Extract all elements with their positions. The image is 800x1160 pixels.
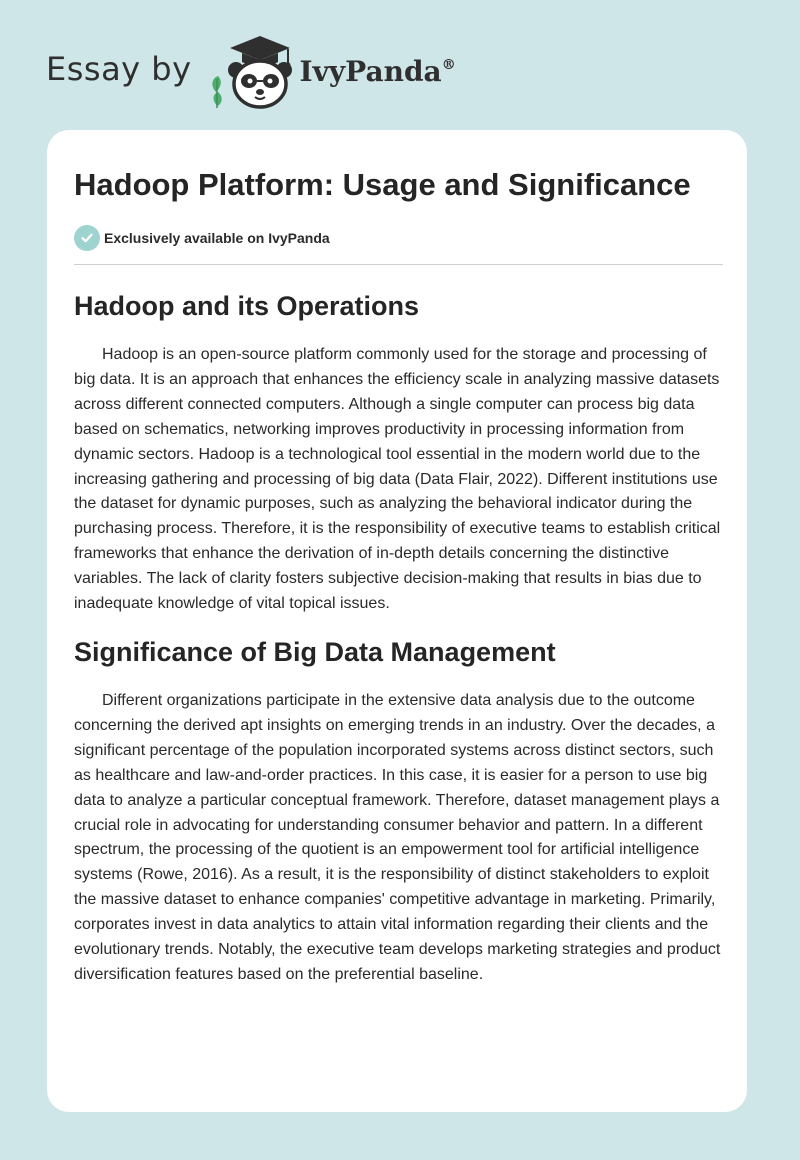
section-heading-hadoop-operations: Hadoop and its Operations [74,291,420,321]
section-heading-big-data-significance: Significance of Big Data Management [74,636,556,667]
section-paragraph-hadoop-operations: Hadoop is an open-source platform commonly used for the storage and processing of big data. It is an approach that enhances the efficiency scale in analyzing massive datasets across different connected computers. Although a single computer can process big data based on schematics, networking improves productivity in processing information from dynamic sectors. Hadoop is a technological tool essential in the modern world due to the increasing gathering and processing of big data (Data Flair, 2022). Different institutions use the dataset for dynamic purposes, such as analyzing the behavioral indicator during the purchasing process. Therefore, it is the responsibility of executive teams to establish critical frameworks that enhance the derivation of in-depth details concerning the distinctive variables. The lack of clarity fosters subjective decision-making that results in bias due to inadequate knowledge of vital topical issues. [74,346,721,613]
registered-mark: ® [441,56,456,73]
section-paragraph-big-data-significance: Different organizations participate in the extensive data analysis due to the outcome concerning the derived apt insights on emerging trends in an industry. Over the decades, a significant percentage of the population incorporated systems across distinct sectors, such as healthcare and law-and-order practices. In this case, it is easier for a person to use big data to analyze a particular conceptual framework. Therefore, dataset management plays a crucial role in advocating for understanding consumer behavior and pattern. In a different spectrum, the processing of the quotient is an empowerment tool for artificial intelligence systems (Rowe, 2016). As a result, it is the responsibility of distinct stakeholders to exploit the massive dataset to enhance companies' competitive advantage in marketing. Primarily, corporates invest in data analytics to attain vital information regarding their clients and the evolutionary trends. Notably, the executive team develops marketing strategies and product diversification features based on the preferential baseline. [74,691,721,983]
site-header [46,34,456,110]
checkmark-icon [74,225,100,251]
essay-by-label: Essay by [46,50,192,88]
panda-logo-icon[interactable] [206,34,298,110]
exclusive-label: Exclusively available on IvyPanda [104,230,330,246]
page-title: Hadoop Platform: Usage and Significance [74,167,691,202]
divider [74,264,723,265]
brand-name[interactable]: IvyPanda® [299,54,456,88]
article-card [47,130,747,1112]
exclusive-badge [74,225,723,251]
article-content [74,164,723,988]
